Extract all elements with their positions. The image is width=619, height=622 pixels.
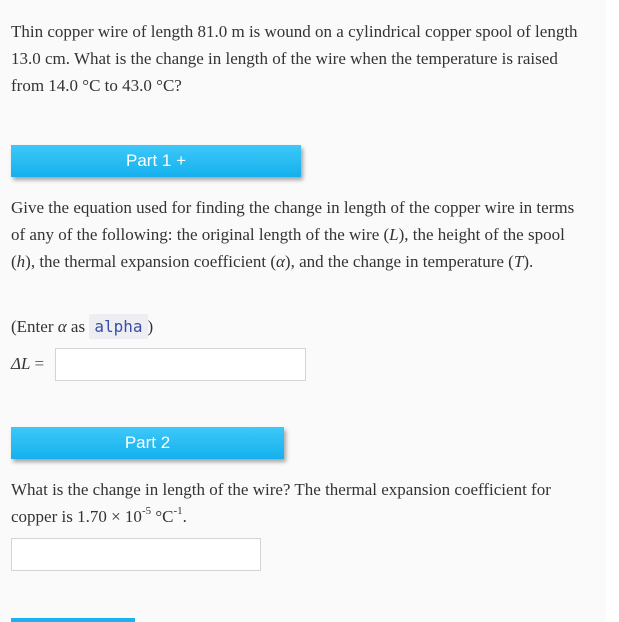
answer-input[interactable]: [11, 538, 261, 571]
enter-alpha-note: [11, 313, 153, 340]
delta-l-input[interactable]: [55, 348, 306, 381]
part-1-question: [11, 194, 591, 275]
q1-text-b: ), the height of the spool (: [11, 225, 565, 271]
enter-prefix: (Enter: [11, 317, 58, 336]
part-2-question: [11, 476, 601, 530]
var-h: h: [16, 252, 26, 271]
q1-text-a: Give the equation used for finding the change in length of the copper wire in terms of any of the following: the original length of the wire (: [11, 198, 575, 244]
part-1-button[interactable]: [11, 145, 301, 177]
part-2-label: Part 2: [124, 433, 171, 452]
var-L: L: [389, 225, 399, 244]
delta-l-label: [11, 354, 44, 374]
enter-as: as: [66, 317, 90, 336]
exponent-2: -1: [173, 505, 183, 518]
enter-symbol: α: [57, 317, 67, 336]
equals-sign: =: [34, 354, 45, 373]
q1-text-e: ).: [523, 252, 534, 271]
var-alpha: α: [275, 252, 285, 271]
q1-text-d: ), and the change in temperature (: [284, 252, 514, 271]
q1-text-c: ), the thermal expansion coefficient (: [25, 252, 276, 271]
q2-text: What is the change in length of the wire? The thermal expansion coefficient for copper is 1.70 × 10: [11, 480, 551, 526]
problem-statement: [11, 18, 591, 99]
exponent-1: -5: [141, 505, 152, 518]
part-3-button[interactable]: [11, 618, 135, 622]
problem-text: Thin copper wire of length 81.0 m is wound on a cylindrical copper spool of length 13.0 cm. What is the change in length of the wire when the temperature is raised from 14.0 °C to 43.0 °C?: [11, 22, 578, 95]
unit-celsius: °C: [151, 507, 174, 526]
enter-suffix: ): [147, 317, 154, 336]
part-2-button[interactable]: [11, 427, 284, 459]
var-T: T: [513, 252, 524, 271]
part-1-label: Part 1 +: [125, 151, 186, 170]
alpha-code: alpha: [89, 314, 147, 339]
q2-end: .: [182, 507, 187, 526]
delta-l-symbol: ΔL: [11, 354, 31, 373]
